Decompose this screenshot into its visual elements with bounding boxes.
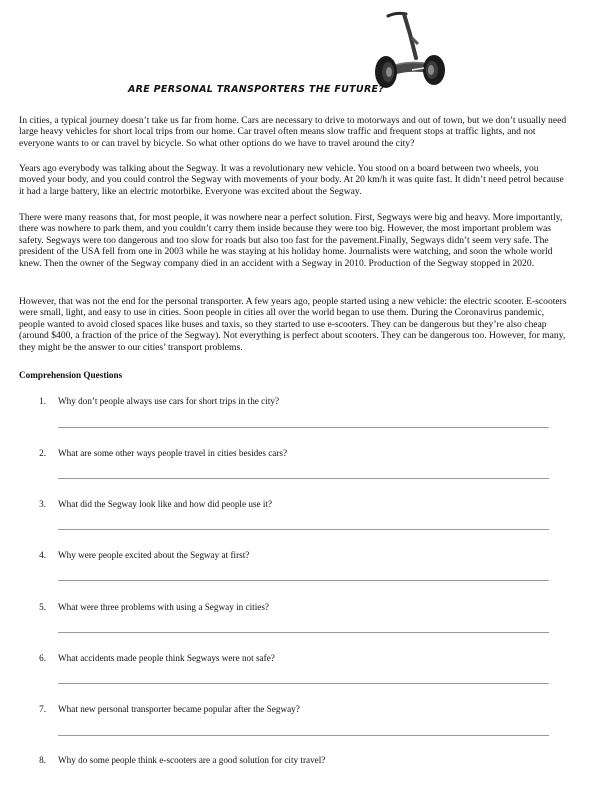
question-number: 2. [39, 448, 46, 458]
answer-line[interactable] [58, 427, 549, 428]
comprehension-heading: Comprehension Questions [19, 370, 123, 380]
question-text: Why don’t people always use cars for short trips in the city? [58, 396, 280, 406]
paragraph-problems: There were many reasons that, for most people, it was nowhere near a perfect solution. First, Segways were big and heavy. More importantly, there was nowhere to park them, and you couldn’t carry them inside because they were too big. However, the most important problem was safety. Segways were too dangerous and too slow for roads but also too fast for the pavement.Finally, Segways didn’t seem very safe. The president of the USA fell from one in 2003 while he was staying at his holiday home. Journalists were watching, and soon the whole world knew. Then the owner of the Segway company died in an accident with a Segway in 2010. Production of the Segway stopped in 2020. [19, 212, 563, 269]
answer-line[interactable] [58, 580, 549, 581]
answer-line[interactable] [58, 529, 549, 530]
question-text: What new personal transporter became popular after the Segway? [58, 704, 300, 714]
paragraph-intro: In cities, a typical journey doesn’t take us far from home. Cars are necessary to drive to motorways and out of town, but we don’t usually need large heavy vehicles for short local trips from our home. Car travel often means slow traffic and frequent stops at traffic lights, and not everyone wants to or can travel by bicycle. So what other options do we have to travel around the city? [19, 115, 567, 149]
paragraph-escooters: However, that was not the end for the personal transporter. A few years ago, people started using a new vehicle: the electric scooter. E-scooters were small, light, and easy to use in cities. Soon people in cities all over the world began to use them. During the Coronavirus pandemic, people wanted to avoid closed spaces like buses and taxis, so they started to use e-scooters. They can be dangerous but they’re also cheap (around $400, a fraction of the price of the Segway). Not everything is perfect about scooters. They can be dangerous too. However, for many, they might be the answer to our cities’ transport problems. [19, 296, 567, 353]
worksheet-title: ARE PERSONAL TRANSPORTERS THE FUTURE? [128, 84, 385, 95]
question-number: 4. [39, 550, 46, 560]
question-text: What are some other ways people travel in cities besides cars? [58, 448, 288, 458]
question-text: Why do some people think e-scooters are a good solution for city travel? [58, 755, 326, 765]
segway-illustration [366, 8, 452, 92]
question-number: 5. [39, 602, 46, 612]
question-text: What did the Segway look like and how did people use it? [58, 499, 273, 509]
question-number: 3. [39, 499, 46, 509]
question-number: 6. [39, 653, 46, 663]
answer-line[interactable] [58, 683, 549, 684]
answer-line[interactable] [58, 735, 549, 736]
question-text: What accidents made people think Segways were not safe? [58, 653, 275, 663]
paragraph-segway: Years ago everybody was talking about the Segway. It was a revolutionary new vehicle. You stood on a board between two wheels, you moved your body, and you could control the Segway with movements of your body. At 20 km/h it was quite fast. It didn’t need petrol because it had a large battery, like an electric motorbike. Everyone was excited about the Segway. [19, 163, 564, 197]
question-text: Why were people excited about the Segway at first? [58, 550, 250, 560]
answer-line[interactable] [58, 632, 549, 633]
question-number: 8. [39, 755, 46, 765]
question-number: 1. [39, 396, 46, 406]
question-text: What were three problems with using a Segway in cities? [58, 602, 269, 612]
question-number: 7. [39, 704, 46, 714]
answer-line[interactable] [58, 478, 549, 479]
segway-icon [375, 13, 445, 88]
